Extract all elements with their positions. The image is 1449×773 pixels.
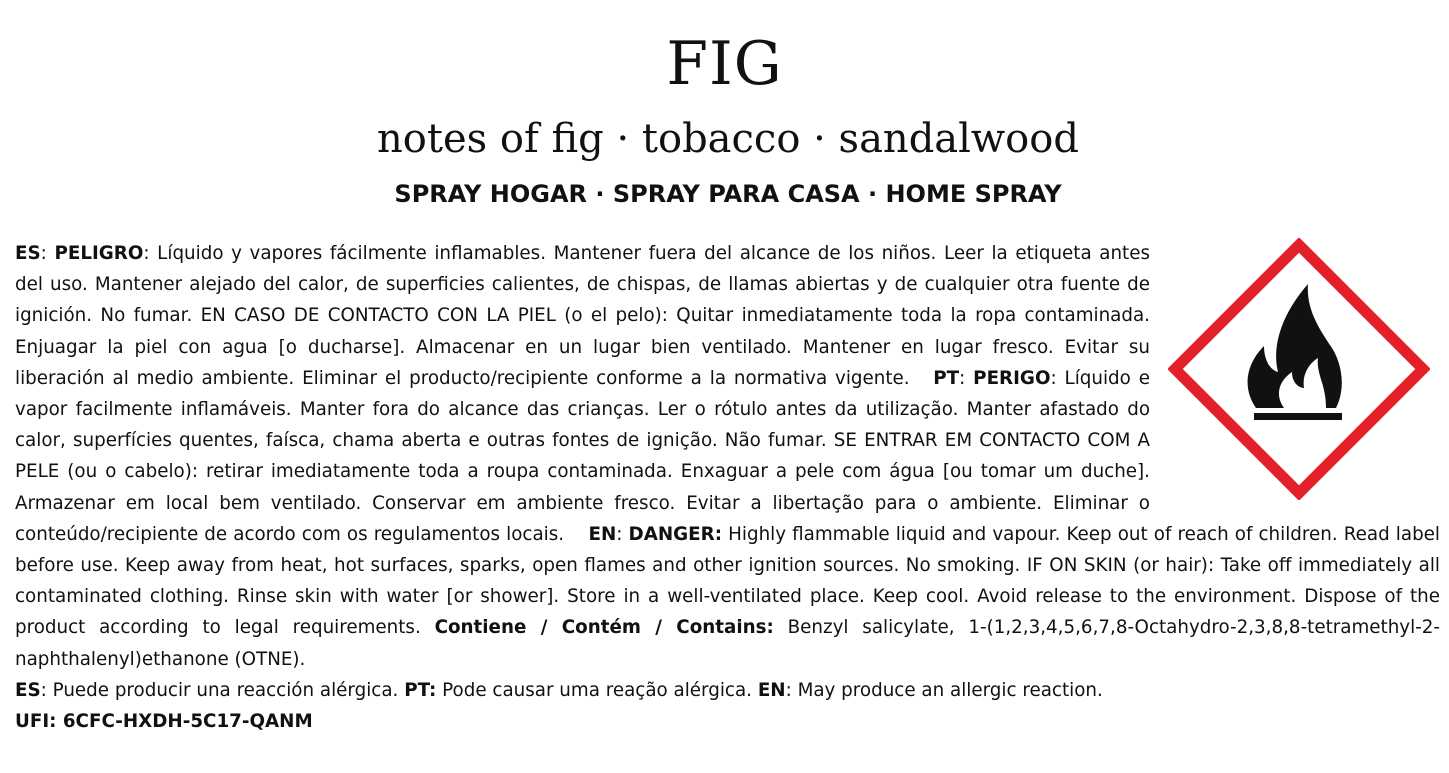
pictogram-space bbox=[1150, 238, 1440, 512]
lang-code-pt: PT bbox=[933, 367, 960, 389]
product-name: FIG bbox=[666, 29, 783, 99]
ufi-label: UFI bbox=[15, 711, 50, 733]
signal-word-pt: PERIGO bbox=[973, 367, 1051, 389]
signal-word-en: DANGER: bbox=[628, 523, 723, 545]
contains-label: Contiene / Contém / Contains: bbox=[434, 617, 774, 639]
label-body-text bbox=[15, 238, 1440, 737]
lang-code-en: EN bbox=[588, 523, 617, 545]
ufi-code bbox=[15, 706, 1440, 737]
fragrance-notes: notes of fig · tobacco · sandalwood bbox=[377, 116, 1079, 162]
allergy-text-es: : Puede producir una reacción alérgica. bbox=[40, 679, 405, 701]
signal-word-es: PELIGRO bbox=[54, 243, 144, 264]
ufi-value: : 6CFC-HXDH-5C17-QANM bbox=[49, 711, 313, 733]
lang-code-es: ES bbox=[15, 243, 41, 264]
hazard-statements: ES: PELIGRO: Líquido y vapores fácilmente inflamables. Mantener fuera del alcance de los niños. Leer la etiqueta antes del uso. Mantener alejado del calor, de superficies calientes, de chispas, de llamas abiertas y de cualquier otra fuente de ignición. No fumar. EN CASO DE CONTACTO CON LA PIEL (o el pelo): Quitar inmediatamente toda la ropa contaminada. Enjuagar la piel con agua [o ducharse]. Almacenar en un lugar bien ventilado. Mantener en lugar fresco. Evitar su liberación al medio ambiente. Eliminar el producto/recipiente conforme a la normativa vigente. PT: PERIGO: Líquido e vapor facilmente inflamáveis. Manter fora do alcance das crianças. Ler o rótulo antes da utilização. Manter afastado do calor, superfícies quentes, faísca, chama aberta e outras fontes de ignição. Não fumar. SE ENTRAR EM CONTACTO COM A PELE (ou o cabelo): retirar imediatamente toda a roupa contaminada. Enxaguar a pele com água [ou tomar um duche]. Armazenar em local bem ventilado. Conservar em ambiente fresco. Evitar a libertação para o ambiente. Eliminar o conteúdo/recipiente de acordo com os regulamentos locais. EN: DANGER: Highly flammable liquid and vapour. Keep out of reach of children. Read label before use. Keep away from heat, hot surfaces, sparks, open flames and other ignition sources. No smoking. IF ON SKIN (or hair): Take off immediately all contaminated clothing. Rinse skin with water [or shower]. Store in a well-ventilated place. Keep cool. Avoid release to the environment. Dispose of the product according to legal requirements. Contiene / Contém / Contains: Benzyl salicylate, 1-(1,2,3,4,5,6,7,8-Octahydro-2,3,8,8-tetramethyl-2-naphthalenyl)ethanone (OTNE). bbox=[15, 243, 1440, 670]
allergy-text-en: : May produce an allergic reaction. bbox=[785, 679, 1103, 701]
hazard-text-pt: : Líquido e vapor facilmente inflamáveis. Manter fora do alcance das crianças. Ler o rótulo antes da utilização. Manter afastado do calor, superfícies quentes, faísca, chama aberta e outras fontes de ignição. Não fumar. SE ENTRAR EM CONTACTO COM A PELE (ou o cabelo): retirar imediatamente toda a roupa contaminada. Enxaguar a pele com água [ou tomar um duche]. Armazenar em local bem ventilado. Conservar em ambiente fresco. Evitar a libertação para o ambiente. Eliminar o conteúdo/recipiente de acordo com os regulamentos locais. bbox=[15, 367, 1150, 545]
allergy-code-pt: PT: bbox=[404, 679, 437, 701]
allergy-text-pt: Pode causar uma reação alérgica. bbox=[436, 679, 758, 701]
product-types: SPRAY HOGAR · SPRAY PARA CASA · HOME SPRAY bbox=[394, 180, 1062, 208]
allergy-statements bbox=[15, 675, 1440, 706]
allergy-code-en: EN bbox=[757, 679, 786, 701]
allergy-code-es: ES bbox=[15, 679, 41, 701]
hazard-text-es: : Líquido y vapores fácilmente inflamables. Mantener fuera del alcance de los niños. Leer la etiqueta antes del uso. Mantener alejado del calor, de superficies calientes, de chispas, de llamas abiertas y de cualquier otra fuente de ignición. No fumar. EN CASO DE CONTACTO CON LA PIEL (o el pelo): Quitar inmediatamente toda la ropa contaminada. Enjuagar la piel con agua [o ducharse]. Almacenar en un lugar bien ventilado. Mantener en lugar fresco. Evitar su liberación al medio ambiente. Eliminar el producto/recipiente conforme a la normativa vigente. bbox=[15, 243, 1150, 389]
hazard-text-en: Highly flammable liquid and vapour. Keep out of reach of children. Read label before use. Keep away from heat, hot surfaces, sparks, open flames and other ignition sources. No smoking. IF ON SKIN (or hair): Take off immediately all contaminated clothing. Rinse skin with water [or shower]. Store in a well-ventilated place. Keep cool. Avoid release to the environment. Dispose of the product according to legal requirements. bbox=[15, 523, 1440, 639]
contains-text: Benzyl salicylate, 1-(1,2,3,4,5,6,7,8-Octahydro-2,3,8,8-tetramethyl-2-naphthalenyl)ethanone (OTNE). bbox=[15, 617, 1440, 670]
